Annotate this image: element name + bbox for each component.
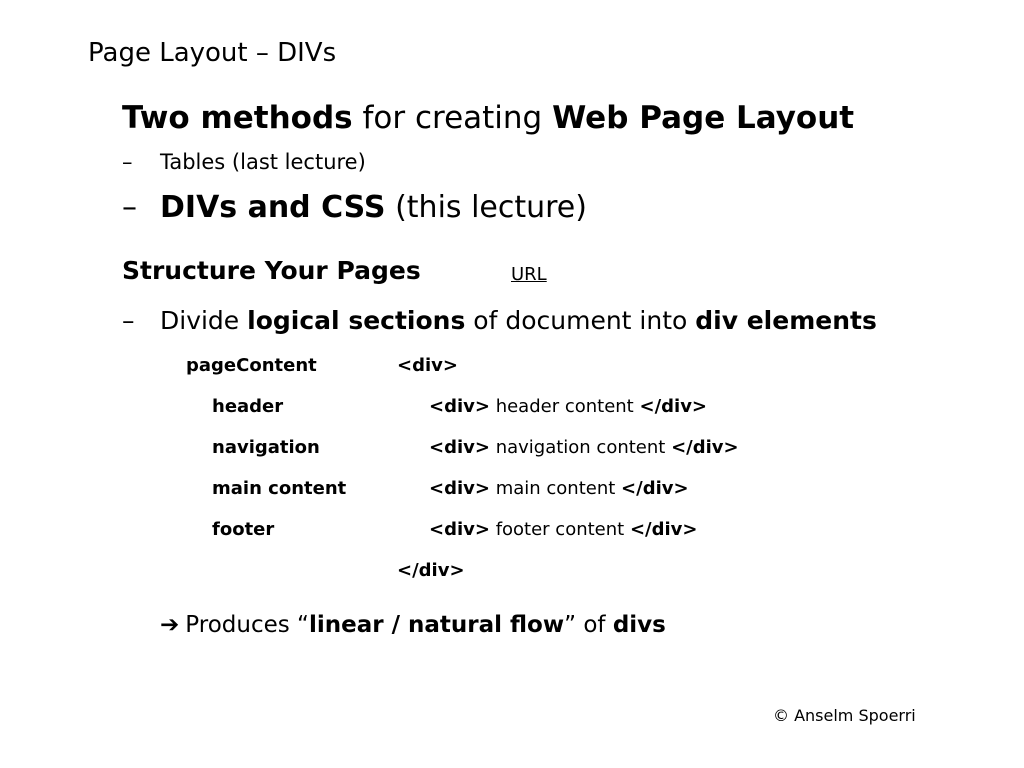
code-value-header bbox=[429, 396, 707, 417]
structure-heading: Structure Your Pages bbox=[122, 256, 421, 285]
code-label-header: header bbox=[212, 396, 284, 417]
code-content-header: header content bbox=[495, 396, 634, 417]
code-close-div: </div> bbox=[629, 519, 698, 540]
produces-text-2: ” of bbox=[564, 612, 613, 638]
bullet-tables-text: Tables (last lecture) bbox=[160, 150, 366, 174]
slide-title: Page Layout – DIVs bbox=[88, 38, 337, 68]
code-row-header bbox=[0, 396, 1024, 422]
bullet-dash: – bbox=[122, 306, 135, 335]
methods-heading-bold-1: Two methods bbox=[122, 100, 353, 136]
bullet-divs-css-rest: (this lecture) bbox=[385, 190, 587, 225]
divide-text-bold-1: logical sections bbox=[247, 306, 466, 335]
code-content-footer: footer content bbox=[495, 519, 625, 540]
code-label-main-content: main content bbox=[212, 478, 347, 499]
code-open-div: <div> bbox=[397, 355, 458, 376]
bullet-dash: – bbox=[122, 150, 133, 174]
code-content-main-content: main content bbox=[495, 478, 616, 499]
right-arrow-icon: ➔ bbox=[160, 612, 180, 638]
code-value-main-content bbox=[429, 478, 689, 499]
code-label-navigation: navigation bbox=[212, 437, 320, 458]
code-value-footer bbox=[429, 519, 697, 540]
code-row-navigation bbox=[0, 437, 1024, 463]
produces-line bbox=[160, 612, 666, 638]
code-label-page-content: pageContent bbox=[186, 355, 317, 376]
methods-heading-bold-2: Web Page Layout bbox=[552, 100, 855, 136]
divide-text-bold-2: div elements bbox=[695, 306, 877, 335]
code-close-div: </div> bbox=[639, 396, 708, 417]
code-label-footer: footer bbox=[212, 519, 275, 540]
code-open-div: <div> bbox=[429, 519, 490, 540]
code-row-close bbox=[0, 560, 1024, 586]
copyright: © Anselm Spoerri bbox=[773, 706, 916, 725]
code-close-div: </div> bbox=[671, 437, 739, 458]
produces-text-1: Produces “ bbox=[185, 612, 309, 638]
bullet-divs-css-bold: DIVs and CSS bbox=[160, 190, 386, 225]
code-row-footer bbox=[0, 519, 1024, 545]
code-row-page-content bbox=[0, 355, 1024, 381]
methods-heading bbox=[122, 100, 854, 136]
produces-text-bold-2: divs bbox=[612, 612, 666, 638]
produces-text-bold-1: linear / natural flow bbox=[308, 612, 565, 638]
url-link[interactable]: URL bbox=[511, 264, 547, 285]
code-value-navigation bbox=[429, 437, 739, 458]
code-content-navigation: navigation content bbox=[495, 437, 666, 458]
divide-text-1: Divide bbox=[160, 306, 248, 335]
divide-text-2: of document into bbox=[465, 306, 696, 335]
bullet-dash: – bbox=[122, 190, 137, 225]
code-close-div: </div> bbox=[397, 560, 465, 581]
bullet-divs-css bbox=[122, 190, 587, 225]
bullet-tables bbox=[122, 150, 366, 174]
code-open-div: <div> bbox=[429, 437, 490, 458]
code-open-div: <div> bbox=[429, 396, 490, 417]
code-row-main-content bbox=[0, 478, 1024, 504]
code-open-div: <div> bbox=[429, 478, 490, 499]
code-close-div: </div> bbox=[621, 478, 689, 499]
methods-heading-text: for creating bbox=[352, 100, 553, 136]
bullet-divide bbox=[122, 306, 877, 335]
